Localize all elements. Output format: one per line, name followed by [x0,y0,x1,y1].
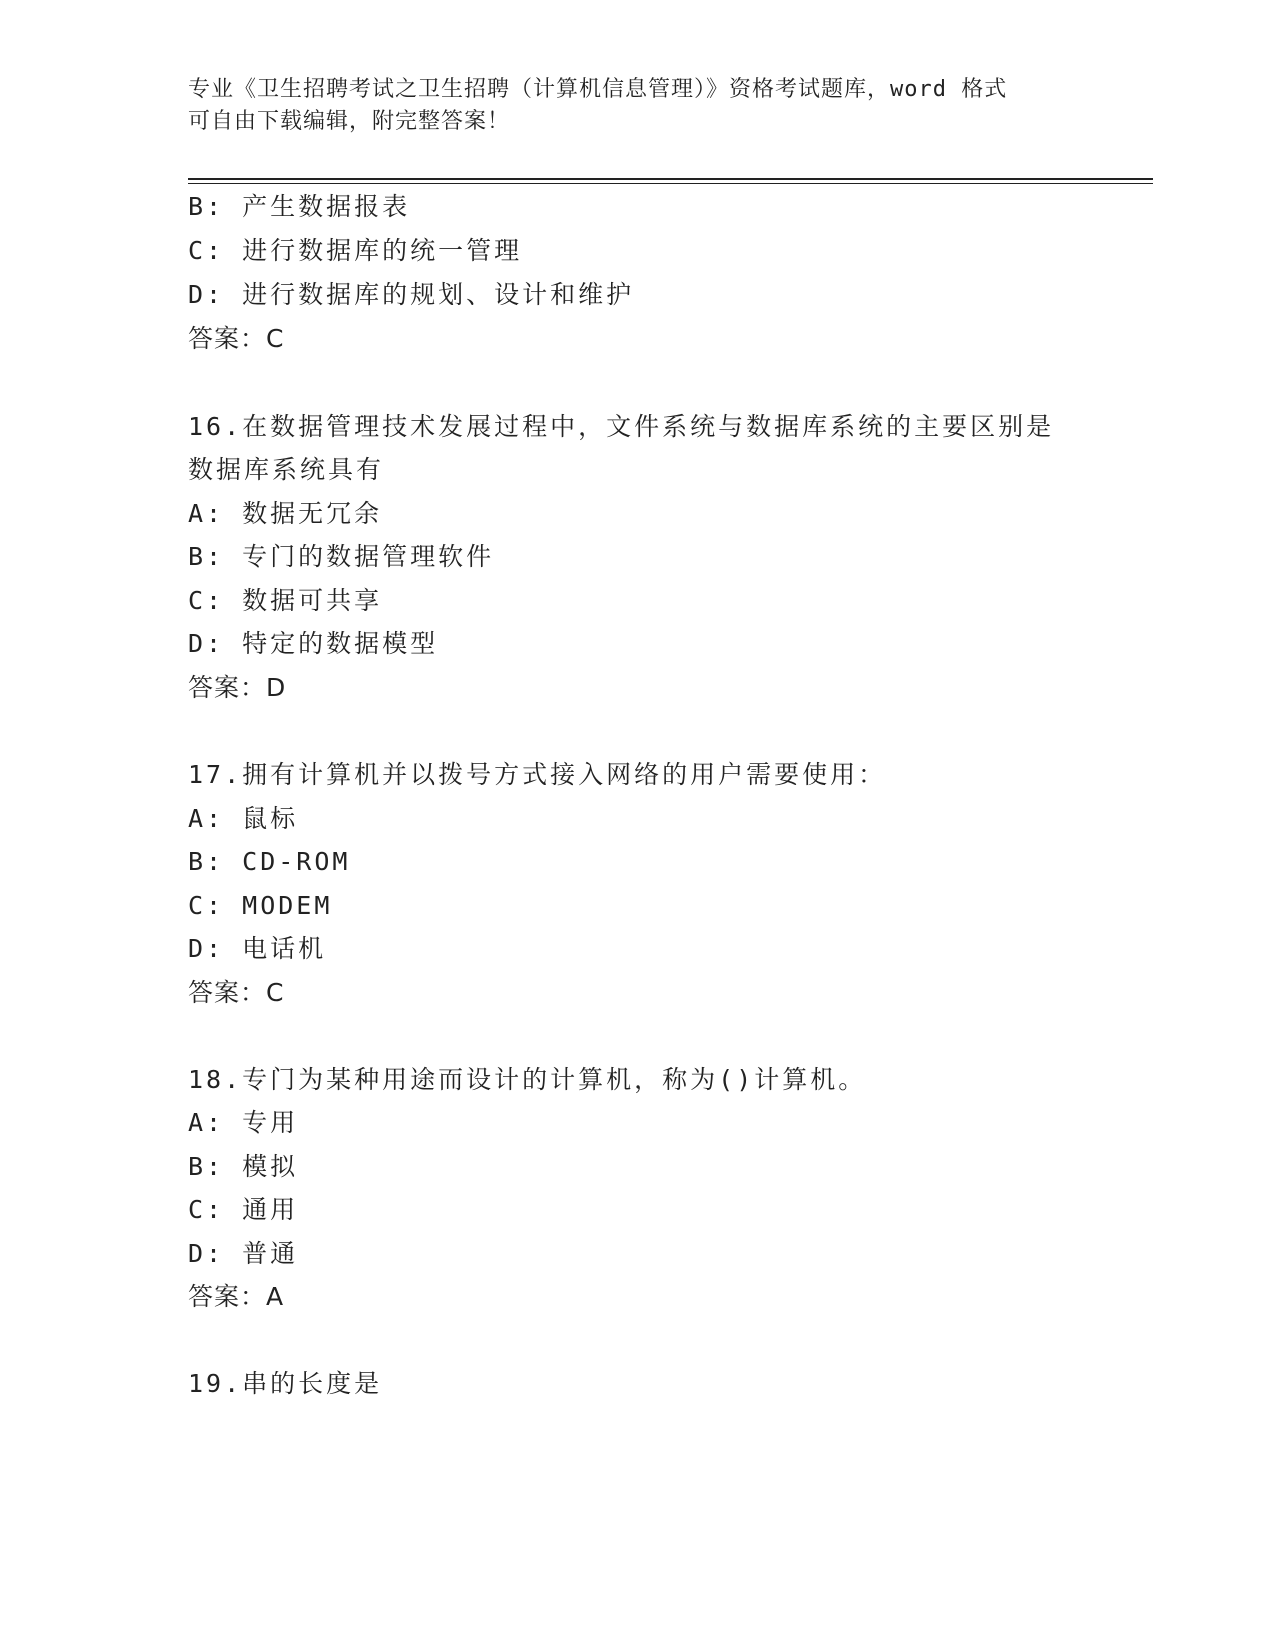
q16-answer: 答案：D [188,673,287,702]
q17-option-d: D: 电话机 [188,934,327,963]
q16-stem-line-1: 16.在数据管理技术发展过程中，文件系统与数据库系统的主要区别是 [188,412,1055,441]
document-header [188,74,1088,138]
q17-answer: 答案：C [188,978,285,1007]
q15-option-c: C: 进行数据库的统一管理 [188,236,523,265]
q15-option-b: B: 产生数据报表 [188,192,411,221]
q16-stem-line-2: 数据库系统具有 [188,455,385,484]
header-divider-thin [188,183,1153,184]
q17-option-b: B: CD-ROM [188,847,351,876]
q16-option-c: C: 数据可共享 [188,586,383,615]
q18-option-c: C: 通用 [188,1195,299,1224]
q18-option-a: A: 专用 [188,1108,299,1137]
q17-option-a: A: 鼠标 [188,804,299,833]
header-line-2: 可自由下载编辑，附完整答案！ [188,109,511,134]
q18-option-d: D: 普通 [188,1239,299,1268]
q18-stem: 18.专门为某种用途而设计的计算机，称为()计算机。 [188,1065,867,1094]
q15-option-d: D: 进行数据库的规划、设计和维护 [188,280,635,309]
q17-option-c: C: MODEM [188,891,333,920]
header-divider-thick [188,178,1153,180]
q15-answer: 答案：C [188,324,285,353]
q18-option-b: B: 模拟 [188,1152,299,1181]
q17-stem: 17.拥有计算机并以拨号方式接入网络的用户需要使用： [188,760,887,789]
q16-option-d: D: 特定的数据模型 [188,629,439,658]
q16-option-a: A: 数据无冗余 [188,499,383,528]
q19-stem: 19.串的长度是 [188,1369,383,1398]
q16-option-b: B: 专门的数据管理软件 [188,542,495,571]
q18-answer: 答案：A [188,1282,285,1311]
header-line-1: 专业《卫生招聘考试之卫生招聘（计算机信息管理）》资格考试题库，word 格式 [188,77,1008,102]
